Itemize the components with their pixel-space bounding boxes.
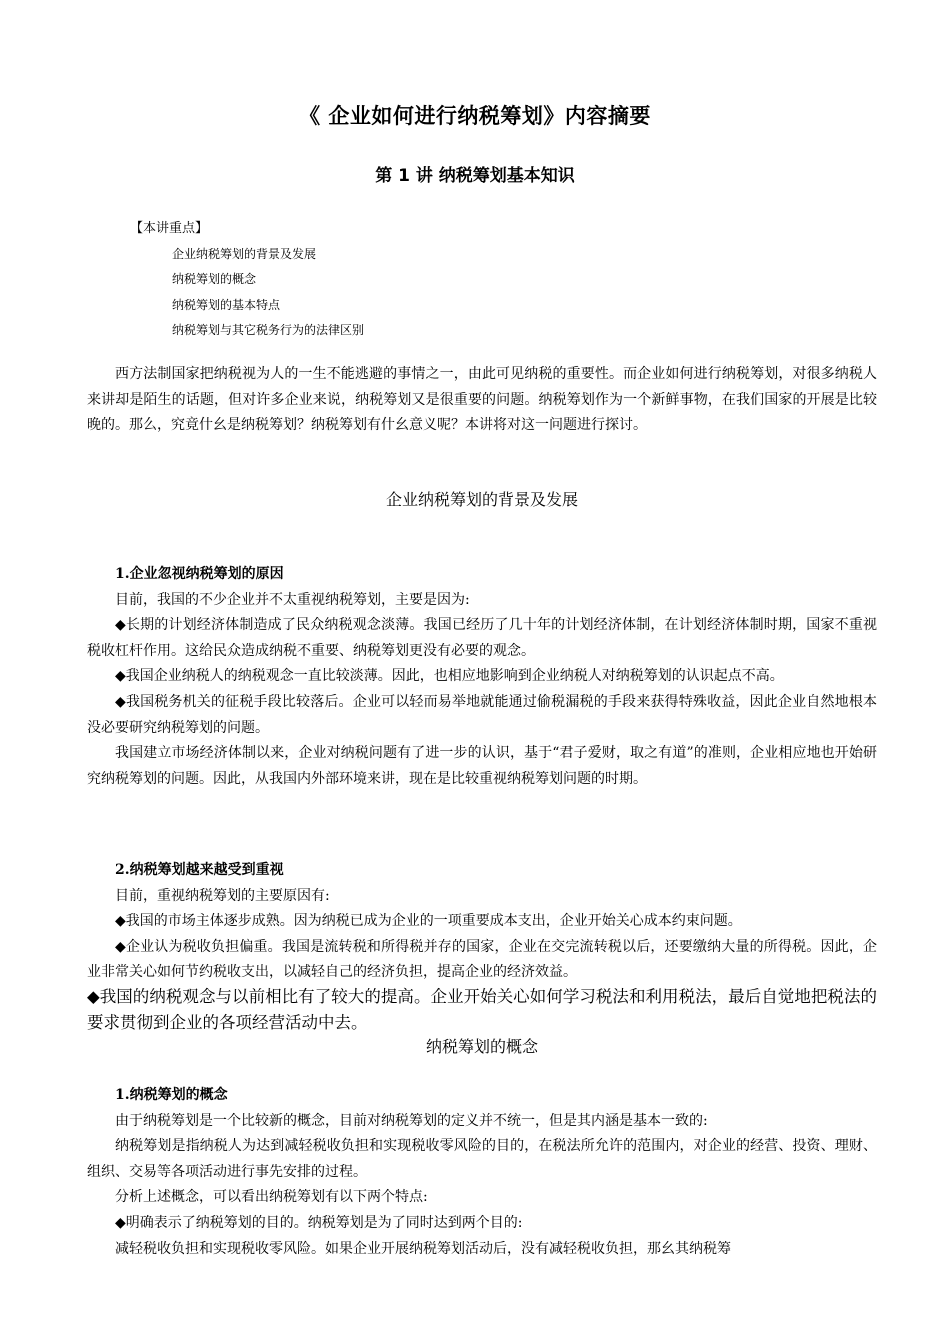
paragraph: 目前，重视纳税筹划的主要原因有: — [115, 887, 330, 904]
bullet-paragraph: ◆我国税务机关的征税手段比较落后。企业可以轻而易举地就能通过偷税漏税的手段来获得特殊收益，因此企业自然地根本没必要研究纳税筹划的问题。 — [87, 693, 877, 736]
paragraph: 分析上述概念，可以看出纳税筹划有以下两个特点: — [115, 1189, 428, 1206]
paragraph: 目前，我国的不少企业并不太重视纳税筹划，主要是因为: — [115, 591, 470, 608]
bullet-paragraph: ◆我国的市场主体逐步成熟。因为纳税已成为企业的一项重要成本支出，企业开始关心成本约束问题。 — [115, 913, 742, 930]
section-background — [87, 487, 877, 513]
key-point-item: 纳税筹划与其它税务行为的法律区别 — [172, 323, 365, 337]
bullet-paragraph: ◆明确表示了纳税筹划的目的。纳税筹划是为了同时达到两个目的: — [115, 1214, 523, 1231]
key-point-item: 纳税筹划的概念 — [172, 272, 257, 286]
key-point-item: 纳税筹划的基本特点 — [172, 297, 281, 312]
section-heading: 纳税筹划的概念 — [425, 1037, 538, 1056]
large-bullet-block — [87, 984, 877, 1036]
bullet-paragraph: ◆我国企业纳税人的纳税观念一直比较淡薄。因此，也相应地影响到企业纳税人对纳税筹划的认识起点不高。 — [115, 668, 784, 685]
subsection-heading: 1.企业忽视纳税筹划的原因 — [115, 566, 284, 582]
key-point-item: 企业纳税筹划的背景及发展 — [172, 246, 317, 261]
subsection-concept — [87, 1083, 877, 1262]
paragraph: 由于纳税筹划是一个比较新的概念，目前对纳税筹划的定义并不统一，但是其内涵是基本一致的: — [115, 1112, 708, 1129]
bullet-paragraph: ◆企业认为税收负担偏重。我国是流转税和所得税并存的国家，企业在交完流转税以后，还要缴纳大量的所得税。因此，企业非常关心如何节约税收支出，以减轻自己的经济负担，提高企业的经济效益。 — [87, 938, 877, 981]
paragraph: 减轻税收负担和实现税收零风险。如果企业开展纳税筹划活动后，没有减轻税收负担，那幺其纳税筹 — [115, 1240, 731, 1257]
subsection-heading: 1.纳税筹划的概念 — [115, 1087, 228, 1103]
intro-block — [87, 362, 877, 439]
key-points-block — [130, 216, 364, 344]
bullet-paragraph: ◆长期的计划经济体制造成了民众纳税观念淡薄。我国已经历了几十年的计划经济体制，在计划经济体制时期，国家不重视税收杠杆作用。这给民众造成纳税不重要、纳税筹划更没有必要的观念。 — [87, 617, 877, 659]
subsection-heading: 2.纳税筹划越来越受到重视 — [115, 862, 284, 878]
key-points-heading: 【本讲重点】 — [130, 221, 209, 236]
paragraph: 我国建立市场经济体制以来，企业对纳税问题有了进一步的认识，基于“君子爱财，取之有道”的准则，企业相应地也开始研究纳税筹划的问题。因此，从我国内外部环境来讲，现在是比较重视纳税筹划问题的时期。 — [87, 745, 877, 787]
document-title: 《 企业如何进行纳税筹划》内容摘要 — [299, 104, 651, 128]
subsection-ignore-reasons — [87, 562, 877, 792]
lecture-subtitle: 第 1 讲 纳税筹划基本知识 — [375, 166, 575, 186]
intro-paragraph: 西方法制国家把纳税视为人的一生不能逃避的事情之一，由此可见纳税的重要性。而企业如何进行纳税筹划，对很多纳税人来讲却是陌生的话题，但对许多企业来说，纳税筹划又是很重要的问题。纳税筹划作为一个新鲜事物，在我们国家的开展是比较晚的。那么，究竟什幺是纳税筹划？纳税筹划有什幺意义呢？本讲将对这一问题进行探讨。 — [87, 366, 877, 434]
subsection-growing-importance — [87, 858, 877, 986]
section-heading: 企业纳税筹划的背景及发展 — [385, 490, 578, 509]
paragraph: 纳税筹划是指纳税人为达到减轻税收负担和实现税收零风险的目的，在税法所允许的范围内，对企业的经营、投资、理财、组织、交易等各项活动进行事先安排的过程。 — [87, 1138, 877, 1180]
bullet-paragraph: ◆我国的纳税观念与以前相比有了较大的提高。企业开始关心如何学习税法和利用税法，最后自觉地把税法的要求贯彻到企业的各项经营活动中去。 — [87, 987, 877, 1032]
section-concept — [87, 1034, 877, 1060]
